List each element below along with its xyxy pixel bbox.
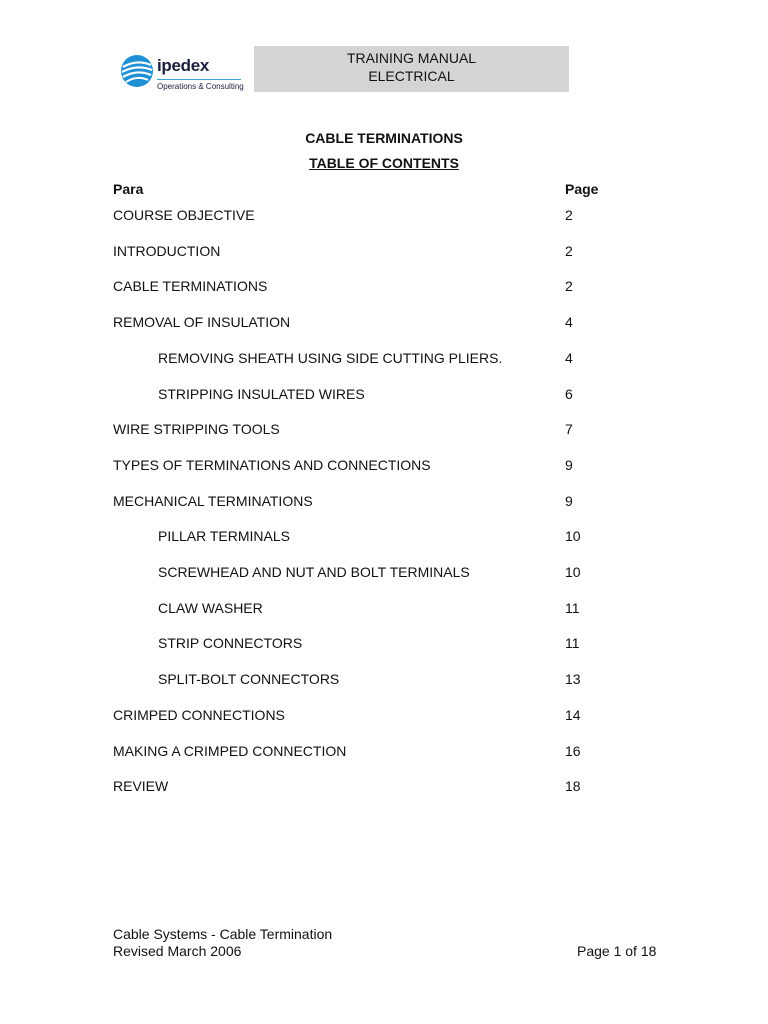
toc-row: [0, 314, 768, 332]
toc-entry-label: MECHANICAL TERMINATIONS: [113, 493, 313, 509]
toc-entry-page: 10: [565, 528, 581, 544]
toc-entry-label: STRIP CONNECTORS: [158, 635, 303, 651]
toc-entry-page: 9: [565, 457, 573, 473]
toc-entry-page: 11: [565, 635, 580, 651]
toc-entry-label: REMOVAL OF INSULATION: [113, 314, 291, 330]
toc-entry-page: 9: [565, 493, 573, 509]
toc-entry-page: 13: [565, 671, 581, 687]
toc-row: [0, 386, 768, 404]
toc-entry-label: REVIEW: [113, 778, 169, 794]
toc-row: [0, 635, 768, 653]
toc-row: [0, 421, 768, 439]
toc-entry-label: TYPES OF TERMINATIONS AND CONNECTIONS: [113, 457, 431, 473]
logo-name: ipedex: [157, 56, 210, 75]
toc-entry-page: 10: [565, 564, 581, 580]
toc-row: [0, 671, 768, 689]
toc-entry-label: COURSE OBJECTIVE: [113, 207, 255, 223]
toc-row: [0, 493, 768, 511]
toc-row: [0, 243, 768, 261]
para-column-header: Para: [113, 181, 144, 197]
toc-entry-label: WIRE STRIPPING TOOLS: [113, 421, 280, 437]
toc-entry-page: 18: [565, 778, 581, 794]
toc-entry-page: 2: [565, 278, 573, 294]
manual-title-line1: TRAINING MANUAL: [346, 50, 477, 66]
page-column-header: Page: [565, 181, 599, 197]
toc-row: [0, 207, 768, 225]
toc-entry-label: SCREWHEAD AND NUT AND BOLT TERMINALS: [158, 564, 470, 580]
toc-entry-label: CLAW WASHER: [158, 600, 263, 616]
toc-entry-page: 16: [565, 743, 581, 759]
toc-row: [0, 350, 768, 368]
toc-row: [0, 528, 768, 546]
toc-entry-label: CABLE TERMINATIONS: [113, 278, 268, 294]
toc-heading: TABLE OF CONTENTS: [309, 155, 459, 171]
toc-entry-label: STRIPPING INSULATED WIRES: [158, 386, 365, 402]
footer-page-number: Page 1 of 18: [577, 943, 657, 959]
toc-entry-label: CRIMPED CONNECTIONS: [113, 707, 285, 723]
toc-entry-page: 11: [565, 600, 580, 616]
toc-row: [0, 564, 768, 582]
footer-document-info: [113, 926, 332, 960]
footer-revision-date: Revised March 2006: [113, 943, 242, 959]
toc-row: [0, 278, 768, 296]
toc-entry-page: 4: [565, 314, 573, 330]
manual-title-line2: ELECTRICAL: [368, 68, 455, 84]
toc-row: [0, 778, 768, 796]
toc-entry-page: 2: [565, 207, 573, 223]
toc-entry-label: REMOVING SHEATH USING SIDE CUTTING PLIERS.: [158, 350, 503, 366]
logo-tagline: Operations & Consulting: [157, 82, 244, 91]
toc-entry-label: MAKING A CRIMPED CONNECTION: [113, 743, 347, 759]
toc-entry-page: 4: [565, 350, 573, 366]
toc-row: [0, 743, 768, 761]
toc-entry-label: INTRODUCTION: [113, 243, 221, 259]
document-title: CABLE TERMINATIONS: [305, 130, 463, 146]
toc-entry-page: 6: [565, 386, 573, 402]
toc-entry-label: PILLAR TERMINALS: [158, 528, 291, 544]
footer-course-name: Cable Systems - Cable Termination: [113, 926, 333, 942]
toc-row: [0, 707, 768, 725]
toc-entry-label: SPLIT-BOLT CONNECTORS: [158, 671, 340, 687]
toc-row: [0, 600, 768, 618]
toc-entry-page: 2: [565, 243, 573, 259]
toc-entry-page: 7: [565, 421, 573, 437]
toc-entry-page: 14: [565, 707, 581, 723]
toc-row: [0, 457, 768, 475]
